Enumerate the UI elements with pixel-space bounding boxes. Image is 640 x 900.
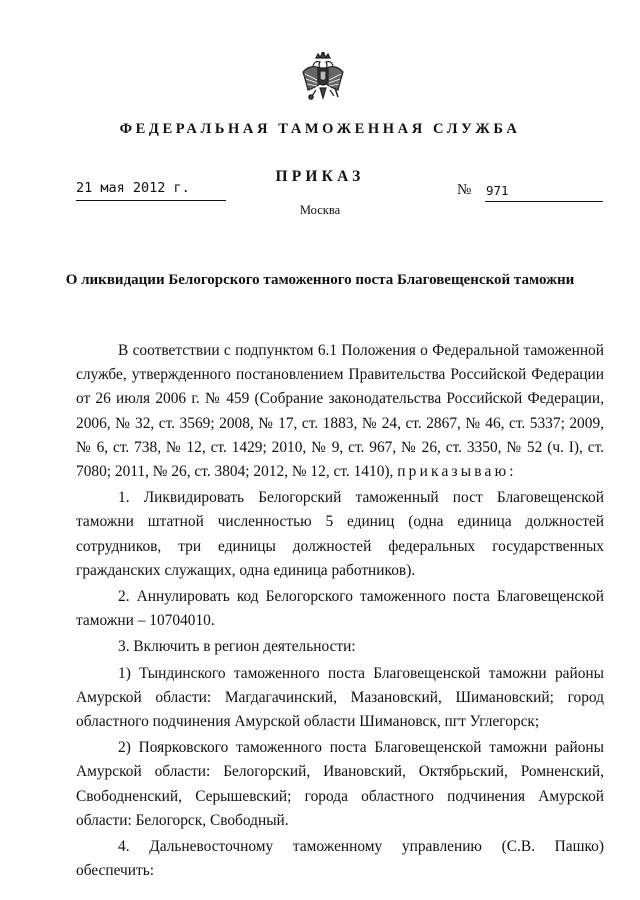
order-subject: О ликвидации Белогорского таможенного поста Благовещенской таможни — [65, 272, 575, 288]
preamble — [76, 339, 604, 484]
order-date: 21 мая 2012 г. — [76, 180, 190, 196]
russian-coat-of-arms-icon — [301, 52, 345, 104]
preamble-closing: приказываю: — [397, 463, 517, 481]
number-underline — [485, 201, 603, 202]
order-body — [76, 339, 604, 883]
number-sign: № — [457, 182, 472, 198]
item-2: 2. Аннулировать код Белогорского таможенного поста Благовещенской таможни – 10704010. — [76, 588, 604, 630]
city: Москва — [299, 203, 341, 217]
agency-name: ФЕДЕРАЛЬНАЯ ТАМОЖЕННАЯ СЛУЖБА — [119, 121, 521, 137]
item-3-1: 1) Тындинского таможенного поста Благовещенской таможни районы Амурской области: Магдагачинский, Мазановский, Шимановский; город областного подчинения Амурской области Шимановск, пгт Углегорск; — [76, 664, 604, 731]
document-type: ПРИКАЗ — [275, 168, 365, 185]
item-3-2: 2) Поярковского таможенного поста Благовещенской таможни районы Амурской области: Белогорский, Ивановский, Октябрьский, Ромненский, Свободненский, Серышевский; города областного подчинения Амурской области: Белогорск, Свободный. — [76, 739, 604, 829]
item-4: 4. Дальневосточному таможенному управлению (С.В. Пашко) обеспечить: — [76, 838, 604, 880]
date-underline — [76, 200, 226, 201]
item-3: 3. Включить в регион деятельности: — [118, 638, 356, 656]
item-1: 1. Ликвидировать Белогорский таможенный пост Благовещенской таможни штатной численностью 5 единиц (одна единица должностей сотрудников, три единицы должностей федеральных государственных гражданских служащих, одна единица работников). — [76, 489, 604, 579]
preamble-text: В соответствии с подпунктом 6.1 Положения о Федеральной таможенной службе, утвержденного постановлением Правительства Российской Федерации от 26 июля 2006 г. № 459 (Собрание законодательства Российской Федерации, 2006, № 32, ст. 3569; 2008, № 17, ст. 1883, № 24, ст. 2867, № 46, ст. 5337; 2009, № 6, ст. 738, № 12, ст. 1429; 2010, № 9, ст. 967, № 26, ст. 3350, № 52 (ч. I), ст. 7080; 2011, № 26, ст. 3804; 2012, № 12, ст. 1410), — [76, 342, 604, 481]
order-number: 971 — [486, 183, 509, 198]
